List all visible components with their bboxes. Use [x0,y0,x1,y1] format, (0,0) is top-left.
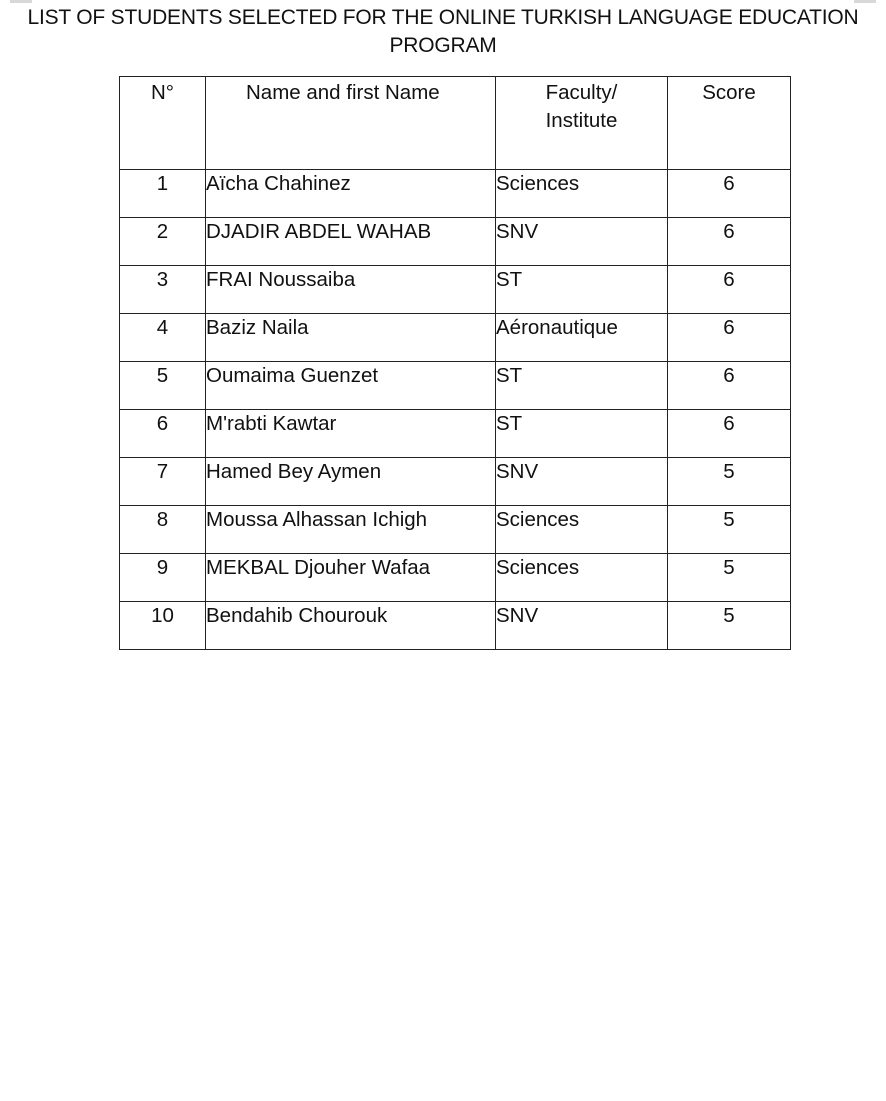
table-row [120,170,791,218]
cell-faculty: SNV [496,458,668,506]
header-faculty-label: Faculty/ Institute [545,81,618,132]
cell-faculty: Sciences [496,554,668,602]
cell-name: Hamed Bey Aymen [206,458,496,506]
cell-name: MEKBAL Djouher Wafaa [206,554,496,602]
title-line-1: LIST OF STUDENTS SELECTED FOR THE ONLINE TURKISH LANGUAGE EDUCATION [27,6,859,29]
cell-name: Oumaima Guenzet [206,362,496,410]
table-row [120,602,791,650]
cell-score: 6 [668,218,791,266]
cell-score: 6 [668,314,791,362]
title-line-2: PROGRAM [389,34,497,57]
cell-score: 6 [668,410,791,458]
cell-number: 4 [120,314,206,362]
cell-number: 1 [120,170,206,218]
cell-number: 10 [120,602,206,650]
table-row [120,218,791,266]
cell-score: 5 [668,458,791,506]
document-title [0,4,886,60]
cell-score: 6 [668,266,791,314]
cell-name: FRAI Noussaiba [206,266,496,314]
page-corner-mark-left [10,0,32,3]
header-score: Score [668,77,791,170]
cell-number: 5 [120,362,206,410]
cell-faculty: ST [496,266,668,314]
cell-faculty: Aéronautique [496,314,668,362]
cell-score: 6 [668,170,791,218]
cell-number: 9 [120,554,206,602]
cell-faculty: Sciences [496,170,668,218]
cell-name: Aïcha Chahinez [206,170,496,218]
cell-faculty: SNV [496,218,668,266]
cell-score: 5 [668,602,791,650]
cell-name: M'rabti Kawtar [206,410,496,458]
header-name: Name and first Name [206,77,496,170]
cell-score: 5 [668,554,791,602]
cell-faculty: ST [496,362,668,410]
cell-faculty: ST [496,410,668,458]
table-row [120,458,791,506]
cell-name: Moussa Alhassan Ichigh [206,506,496,554]
cell-faculty: SNV [496,602,668,650]
table-header-row [120,77,791,170]
cell-score: 5 [668,506,791,554]
header-faculty [496,77,668,170]
cell-number: 6 [120,410,206,458]
students-table [119,76,791,650]
table-row [120,266,791,314]
cell-number: 3 [120,266,206,314]
table-row [120,506,791,554]
table-row [120,362,791,410]
cell-number: 7 [120,458,206,506]
cell-number: 2 [120,218,206,266]
cell-name: Bendahib Chourouk [206,602,496,650]
table-row [120,410,791,458]
cell-name: DJADIR ABDEL WAHAB [206,218,496,266]
table-row [120,554,791,602]
page-corner-mark-right [854,0,876,3]
cell-number: 8 [120,506,206,554]
cell-faculty: Sciences [496,506,668,554]
table-row [120,314,791,362]
cell-score: 6 [668,362,791,410]
cell-name: Baziz Naila [206,314,496,362]
header-number: N° [120,77,206,170]
